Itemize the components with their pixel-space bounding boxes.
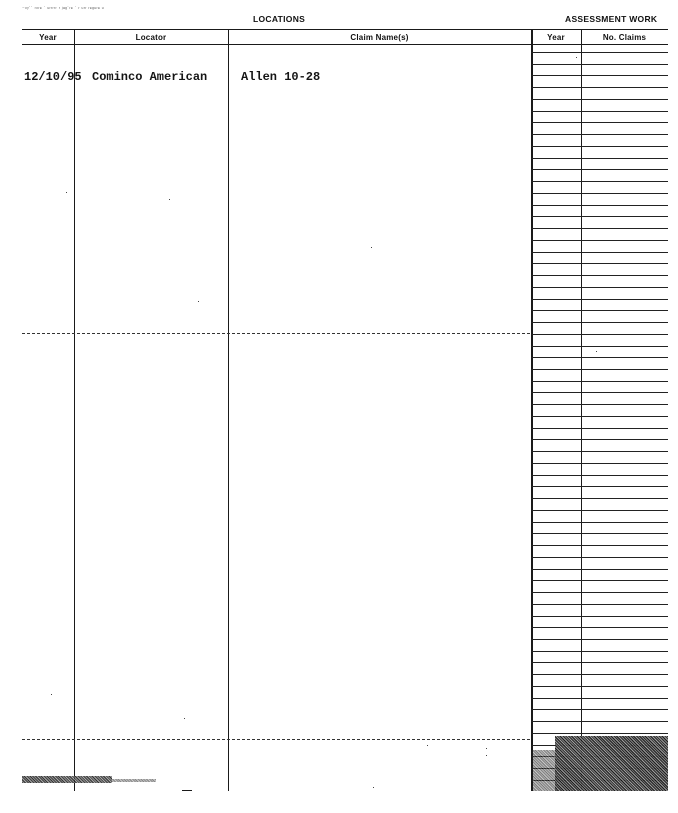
divider-locator-claims — [228, 29, 229, 791]
column-header-aw-no-claims: No. Claims — [602, 33, 647, 42]
assessment-work-ruled-line — [531, 111, 668, 112]
assessment-work-ruled-line — [531, 557, 668, 558]
assessment-work-ruled-line — [531, 721, 668, 722]
assessment-work-ruled-line — [531, 486, 668, 487]
assessment-work-ruled-line — [531, 662, 668, 663]
scan-speck — [596, 351, 597, 352]
assessment-work-ruled-line — [531, 64, 668, 65]
assessment-work-ruled-line — [531, 604, 668, 605]
assessment-work-ruled-line — [531, 193, 668, 194]
assessment-work-ruled-line — [531, 592, 668, 593]
assessment-work-ruled-line — [531, 639, 668, 640]
assessment-work-ruled-line — [531, 287, 668, 288]
assessment-work-ruled-line — [531, 310, 668, 311]
scan-speck — [576, 57, 577, 58]
assessment-work-ruled-line — [531, 381, 668, 382]
assessment-work-ruled-line — [531, 404, 668, 405]
assessment-work-ruled-line — [531, 122, 668, 123]
assessment-work-ruled-line — [531, 322, 668, 323]
assessment-work-ruled-line — [531, 299, 668, 300]
assessment-work-ruled-line — [531, 616, 668, 617]
assessment-work-ruled-line — [531, 510, 668, 511]
assessment-work-ruled-line — [531, 463, 668, 464]
assessment-work-ruled-line — [531, 545, 668, 546]
assessment-work-ruled-line — [531, 392, 668, 393]
assessment-work-ruled-line — [531, 252, 668, 253]
assessment-work-ruled-line — [531, 357, 668, 358]
assessment-work-ruled-line — [531, 698, 668, 699]
locations-section-title: LOCATIONS — [253, 14, 306, 24]
column-header-locator: Locator — [135, 33, 167, 42]
entry-locator: Cominco American — [92, 70, 208, 84]
dashed-separator-upper — [22, 333, 530, 334]
assessment-work-ruled-line — [531, 346, 668, 347]
assessment-work-ruled-line — [531, 216, 668, 217]
scan-noise-bottom-left — [22, 776, 112, 783]
assessment-work-ruled-line — [531, 87, 668, 88]
assessment-work-ruled-line — [531, 99, 668, 100]
assessment-work-ruled-line — [531, 451, 668, 452]
scan-speck — [51, 694, 52, 695]
column-header-aw-year: Year — [547, 33, 565, 42]
scan-speck — [198, 301, 199, 302]
scan-noise-assessment-block — [555, 736, 668, 791]
assessment-work-ruled-line — [531, 416, 668, 417]
entry-claim-names: Allen 10-28 — [241, 70, 321, 84]
scan-speck — [66, 192, 67, 193]
assessment-work-ruled-line — [531, 674, 668, 675]
assessment-work-ruled-line — [531, 52, 668, 53]
divider-claims-assessment — [531, 29, 533, 791]
footer-rule-left — [182, 790, 192, 791]
assessment-work-ruled-line — [531, 580, 668, 581]
assessment-work-ruled-line — [531, 709, 668, 710]
assessment-work-ruled-line — [531, 569, 668, 570]
assessment-work-ruled-line — [531, 263, 668, 264]
assessment-work-ruled-line — [531, 439, 668, 440]
scan-speck — [371, 247, 372, 248]
assessment-work-ruled-line — [531, 651, 668, 652]
column-header-year: Year — [39, 33, 57, 42]
assessment-work-ruled-line — [531, 134, 668, 135]
assessment-work-ruled-line — [531, 686, 668, 687]
assessment-work-ruled-line — [531, 498, 668, 499]
assessment-work-ruled-line — [531, 733, 668, 734]
scan-noise-assessment-block-left — [533, 750, 557, 791]
scan-speck — [169, 199, 170, 200]
assessment-work-ruled-line — [531, 533, 668, 534]
assessment-work-ruled-line — [531, 275, 668, 276]
assessment-work-ruled-line — [531, 522, 668, 523]
assessment-work-ruled-line — [531, 146, 668, 147]
assessment-work-ruled-line — [531, 75, 668, 76]
assessment-work-ruled-line — [531, 158, 668, 159]
faint-header-text: ⁻ᵒʸ˙˙ ʳᵒʳᵉ ˙ ᵘʳʳʳʳʳ ʳ ʲᵃᵍ˙ʳᵉ ˙ ʳ ᵘʳʳ ʳᵉᵍᵘʳᵉ ᵘ — [22, 6, 105, 12]
assessment-work-ruled-line — [531, 334, 668, 335]
scan-speck — [427, 745, 428, 746]
divider-year-locator — [74, 29, 75, 791]
assessment-work-ruled-line — [531, 428, 668, 429]
column-header-claim-names: Claim Name(s) — [350, 33, 409, 42]
scan-speck — [184, 718, 185, 719]
assessment-work-ruled-line — [531, 205, 668, 206]
assessment-work-ruled-line — [531, 475, 668, 476]
entry-year: 12/10/95 — [24, 70, 82, 84]
scan-noise-bottom-left-tail — [112, 779, 156, 782]
header-bottom-rule — [22, 44, 668, 45]
assessment-work-ruled-line — [531, 169, 668, 170]
assessment-work-section-title: ASSESSMENT WORK — [565, 14, 658, 24]
assessment-work-ruled-line — [531, 627, 668, 628]
assessment-work-ruled-line — [531, 228, 668, 229]
scan-speck — [486, 748, 487, 749]
assessment-work-ruled-line — [531, 240, 668, 241]
divider-aw-year-no-claims — [581, 29, 582, 791]
dashed-separator-lower — [22, 739, 530, 740]
scan-speck — [373, 787, 374, 788]
assessment-work-ruled-line — [531, 181, 668, 182]
scan-speck — [486, 755, 487, 756]
assessment-work-ruled-line — [531, 369, 668, 370]
header-top-rule — [22, 29, 668, 30]
